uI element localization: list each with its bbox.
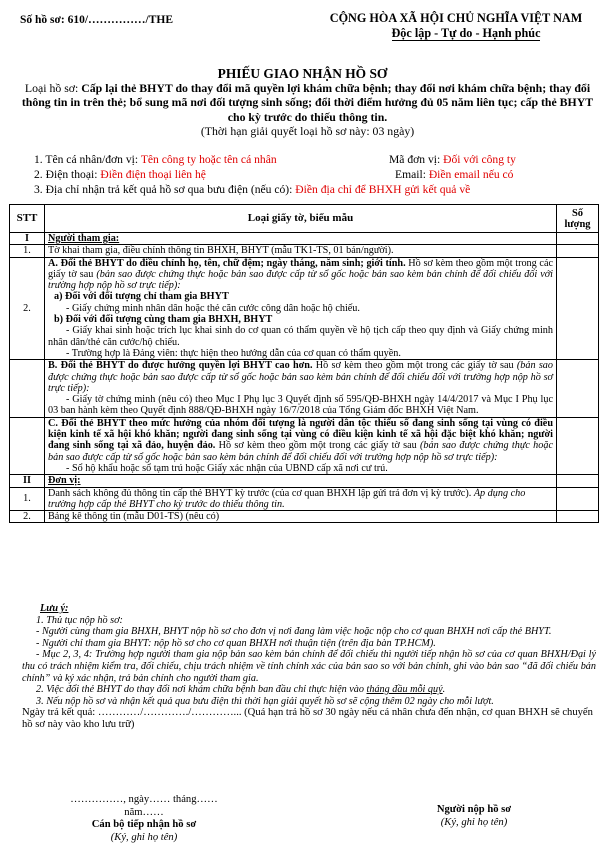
unit-value[interactable]: Đối với công ty <box>443 153 516 166</box>
table-row <box>10 487 599 511</box>
item-c-heading: C. Đổi thẻ BHYT theo mức hưởng của nhóm đối tượng là người dân tộc thiểu số đang sinh sống tại vùng có điều kiện kinh tế xã hội khó khăn; người đang sinh sống tại vùng có điều kiện kinh tế xã hội đặc biệt khó khăn; người đang sinh sống tại xã đảo, huyện đảo. <box>48 417 553 452</box>
email-label: Email: <box>395 168 429 181</box>
file-type-label: Loại hồ sơ: <box>24 81 82 95</box>
col-quantity: Số lượng <box>557 205 599 233</box>
date-line: ……………, ngày…… tháng…… năm…… <box>70 794 218 818</box>
file-type <box>20 81 595 138</box>
row-number: 1. <box>10 487 45 511</box>
name-value[interactable]: Tên công ty hoặc tên cá nhân <box>140 153 277 166</box>
row-text <box>45 360 557 417</box>
item-c-italic: (bản sao được chứng thực hoặc bản sao được cấp từ sổ gốc hoặc bản sao kèm bản chính để đối chiếu đối với trường hợp nộp hồ sơ trực tiếp): <box>48 440 553 463</box>
item-a-italic: (bản sao được chứng thực hoặc bản sao được cấp từ sổ gốc hoặc bản sao kèm bản chính để đối chiếu đối với trường hợp nộp hồ sơ trực tiếp): <box>48 268 554 292</box>
row-number: 2. <box>10 511 45 523</box>
item-b-list: - Giấy tờ chứng minh (nêu có) theo Mục I Phụ lục 3 Quyết định số 595/QĐ-BHXH ngày 14/4/2017 và Mục I Phụ lục 03 ban hành kèm theo Quyết định 888/QĐ-BHXH ngày 16/7/2018 của Tổng Giám đốc BHXH Việt Nam. <box>48 394 553 417</box>
documents-table <box>9 204 599 523</box>
row-text <box>45 257 557 360</box>
row-text <box>45 487 557 511</box>
note-3: 3. Nếu nộp hồ sơ và nhận kết quả qua bưu điện thì thời hạn giải quyết hồ sơ sẽ cộng thêm 02 ngày cho mỗi lượt. <box>36 695 494 707</box>
row-number <box>10 417 45 474</box>
email-value[interactable]: Điền email nếu có <box>428 168 514 181</box>
note-2-text: 2. Việc đổi thẻ BHYT do thay đổi nơi khám chữa bệnh ban đầu chỉ thực hiện vào <box>36 684 367 696</box>
row-number <box>10 360 45 417</box>
quantity-cell[interactable] <box>557 475 599 487</box>
quantity-cell[interactable] <box>557 511 599 523</box>
info-phone <box>34 168 206 181</box>
phone-label: 2. Điện thoại: <box>34 168 101 181</box>
motto-text: Độc lập - Tự do - Hạnh phúc <box>391 26 541 40</box>
file-type-text: Cấp lại thẻ BHYT do thay đổi mã quyền lợi khám chữa bệnh; thay đổi nơi khám chữa bệnh; thay đổi thông tin in trên thẻ; bổ sung mã nơi đối tượng sinh sống; đổi thời điểm hưởng đủ 05 năm liên tục; cấp thẻ BHYT cho kỳ trước do thiếu thông tin. <box>21 81 594 124</box>
row-number: 2. <box>10 257 45 360</box>
item-a1-text: - Giấy chứng minh nhân dân hoặc thẻ căn cước công dân hoặc hộ chiếu. <box>66 302 360 314</box>
info-address <box>34 183 470 196</box>
national-heading <box>312 11 600 41</box>
item-b1-text2: - Trường hợp là Đảng viên: thực hiện theo hướng dẫn của cơ quan có thẩm quyền. <box>66 347 401 359</box>
quantity-cell[interactable] <box>557 233 599 245</box>
receiver-note: (Ký, ghi họ tên) <box>110 831 178 843</box>
row-text <box>45 417 557 474</box>
unit-label: Mã đơn vị: <box>389 153 444 166</box>
submitter-note: (Ký, ghi họ tên) <box>440 816 508 828</box>
col-document: Loại giấy tờ, biểu mẫu <box>45 205 557 233</box>
item-a1: a) Đối với đối tượng chỉ tham gia BHYT <box>54 291 229 303</box>
section-row <box>10 233 599 245</box>
address-value[interactable]: Điền địa chỉ để BHXH gửi kết quả về <box>295 183 471 196</box>
section-title: Đơn vị: <box>45 475 557 487</box>
notes-title: Lưu ý: <box>40 603 69 614</box>
section-title: Người tham gia: <box>45 233 557 245</box>
quantity-cell[interactable] <box>557 257 599 360</box>
item-b-heading: B. Đổi thẻ BHYT do được hưởng quyền lợi BHYT cao hơn. <box>48 360 313 372</box>
section-number: I <box>10 233 45 245</box>
item-b1-text: - Giấy khai sinh hoặc trích lục khai sinh do cơ quan có thẩm quyền về hộ tịch cấp theo quy định và Giấy chứng minh nhân dân/thẻ căn cước/hộ chiếu. <box>48 325 553 348</box>
table-row <box>10 360 599 417</box>
note-2-underline: tháng đầu mỗi quý <box>366 684 443 696</box>
item-a-text: Hồ sơ kèm theo gồm một trong các giấy tờ sau <box>48 257 553 280</box>
file-number: Số hồ sơ: 610/……………/THE <box>20 14 174 26</box>
item-a-heading: A. Đổi thẻ BHYT do điều chỉnh họ, tên, chữ đệm; ngày tháng, năm sinh; giới tính. <box>48 257 406 269</box>
col-stt: STT <box>10 205 45 233</box>
phone-value[interactable]: Điền điện thoại liên hệ <box>100 168 206 181</box>
motto <box>332 26 600 41</box>
row-number: 1. <box>10 245 45 257</box>
notes-section <box>22 603 596 731</box>
note-2: 2. Việc đổi thẻ BHYT do thay đổi nơi khám chữa bệnh ban đầu chỉ thực hiện vào tháng đầu mỗi quý. <box>36 684 446 696</box>
section-row <box>10 475 599 487</box>
item-b1: b) Đối với đối tượng cùng tham gia BHXH, BHYT <box>54 314 273 326</box>
note-1a: - Người cùng tham gia BHXH, BHYT nộp hồ sơ cho đơn vị nơi đang làm việc hoặc nộp cho cơ quan BHXH nơi cấp thẻ BHYT. <box>36 626 552 638</box>
section-number: II <box>10 475 45 487</box>
receiver-title: Cán bộ tiếp nhận hồ sơ <box>91 819 197 830</box>
info-unit <box>389 153 516 166</box>
table-header-row <box>10 205 599 233</box>
table-row <box>10 417 599 474</box>
quantity-cell[interactable] <box>557 417 599 474</box>
receiver-signature <box>64 794 224 844</box>
info-email <box>395 168 513 181</box>
note-1c: - Mục 2, 3, 4: Trường hợp người tham gia nộp bản sao kèm bản chính để đối chiếu thì người tiếp nhận hồ sơ của cơ quan BHXH/Đại lý thu có trách nhiệm kiểm tra, đối chiếu, chịu trách nhiệm về tính chính xác của bản sao so với bản chính, ghi vào bản sao “đã đối chiếu bản chính” và ký xác nhận, trả bản chính cho người tham gia. <box>22 649 596 684</box>
quantity-cell[interactable] <box>557 487 599 511</box>
submitter-signature <box>404 804 544 829</box>
address-label: 3. Địa chỉ nhận trả kết quả hồ sơ qua bưu điện (nếu có): <box>34 183 296 196</box>
item-c-list: - Sổ hộ khẩu hoặc sổ tạm trú hoặc Giấy xác nhận của UBND cấp xã nơi cư trú. <box>66 462 388 474</box>
table-row <box>10 257 599 360</box>
table-row <box>10 245 599 257</box>
name-label: 1. Tên cá nhân/đơn vị: <box>34 153 141 166</box>
table-row <box>10 511 599 523</box>
quantity-cell[interactable] <box>557 360 599 417</box>
note-1: 1. Thủ tục nộp hồ sơ: <box>36 614 123 626</box>
org-item1-italic: Áp dụng cho trường hợp cấp thẻ BHYT cho kỳ trước do thiếu thông tin. <box>48 487 526 510</box>
item-b-italic: (bản sao được chứng thực hoặc bản sao được cấp từ sổ gốc hoặc bản sao kèm bản chính để đối chiếu đối với trường hợp nộp hồ sơ trực tiếp): <box>48 360 553 394</box>
org-item1-text: Danh sách không đủ thông tin cấp thẻ BHYT kỳ trước (của cơ quan BHXH lập gửi trả đơn vị kỳ trước). <box>48 487 474 499</box>
info-name <box>34 153 277 166</box>
quantity-cell[interactable] <box>557 245 599 257</box>
deadline: (Thời hạn giải quyết loại hồ sơ này: 03 ngày) <box>200 123 415 138</box>
item-b-text: Hồ sơ kèm theo gồm một trong các giấy tờ sau <box>312 360 517 372</box>
row-text: Tờ khai tham gia, điều chỉnh thông tin BHXH, BHYT (mẫu TK1-TS, 01 bản/người). <box>45 245 557 257</box>
note-1b: - Người chỉ tham gia BHYT: nộp hồ sơ cho cơ quan BHXH nơi thuận tiện (trên địa bàn TP.HCM). <box>36 637 436 649</box>
row-text: Bảng kê thông tin (mẫu D01-TS) (nêu có) <box>45 511 557 523</box>
return-date: Ngày trả kết quả: …………/…………./…………... (Quá hạn trả hồ sơ 30 ngày nếu cá nhân chưa đến nhận, cơ quan BHXH sẽ chuyển hồ sơ này vào kho lưu trữ) <box>22 707 593 730</box>
item-c-text: Hồ sơ kèm theo gồm một trong các giấy tờ sau <box>215 440 420 452</box>
submitter-title: Người nộp hồ sơ <box>436 804 512 815</box>
page-title: PHIẾU GIAO NHẬN HỒ SƠ <box>217 66 388 81</box>
nation-name: CỘNG HÒA XÃ HỘI CHỦ NGHĨA VIỆT NAM <box>329 11 583 25</box>
